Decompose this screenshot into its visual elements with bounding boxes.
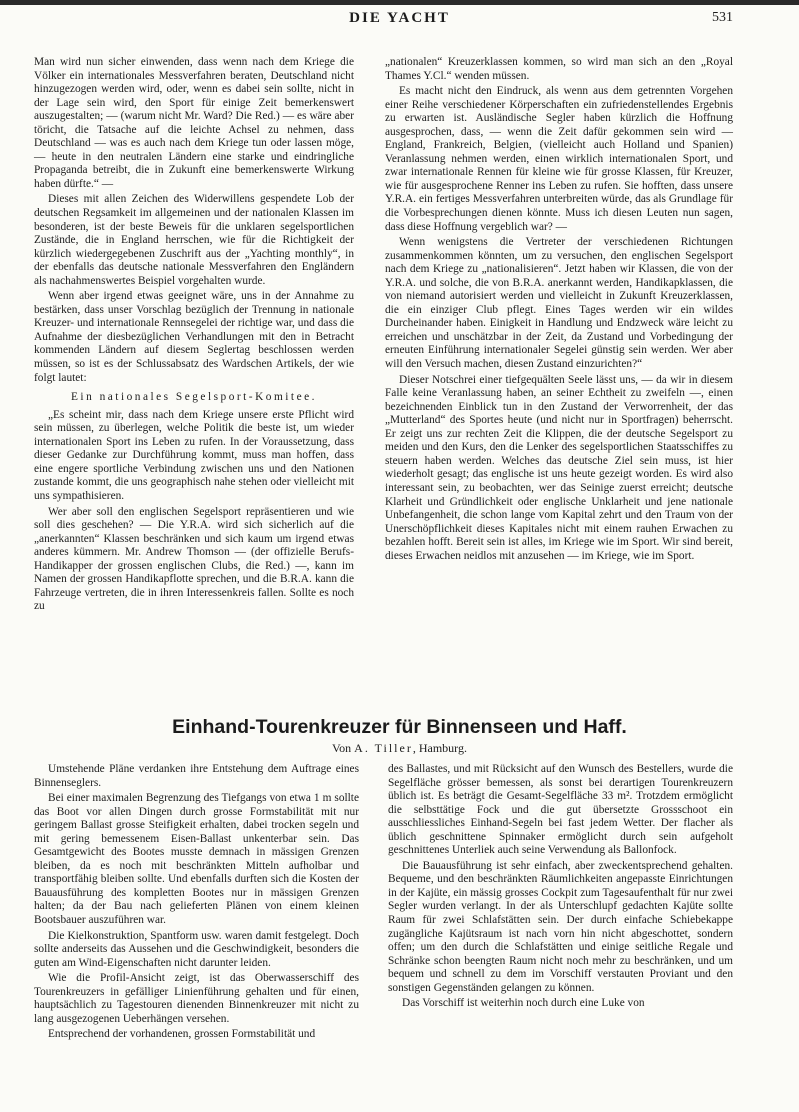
paragraph: Es macht nicht den Eindruck, als wenn aus dem getrennten Vorgehen einer Reihe verschiedener Körperschaften ein zufriedenstellendes Ergebnis zu erwarten ist. Ausländische Segler haben kürzlich die Hoffnung ausgesprochen, dass, — wenn die Zeit dafür gekommen sein wird — England, Frankreich, Belgien, (vielleicht auch Holland und Spanien) Veranlassung nehmen werden, einen wirklich internationalen Sport, und zwar internationale Rennen für kleine wie für grosse Klassen, für Kreuzer, wie für ausgesprochene Renner ins Leben zu rufen. Sie hofften, dass unsere Y.R.A. ein fertiges Messverfahren unterbreiten würde, das als Grundlage für die Vorbesprechungen dienen könnte. Muss ich diesen Leuten nun sagen, dass diese Hoffnung vergeblich war? — xyxy=(385,85,733,233)
article1-right-column xyxy=(385,56,733,565)
top-rule xyxy=(0,0,799,5)
journal-title: DIE YACHT xyxy=(349,10,450,26)
byline-prefix: Von xyxy=(332,741,352,755)
page-number: 531 xyxy=(712,10,733,25)
article2-left-column xyxy=(34,763,359,1044)
paragraph: „Es scheint mir, dass nach dem Kriege unsere erste Pflicht wird sein müssen, zu überlegen, welche Politik die beste ist, um wieder internationalen Sport ins Leben zu rufen. In der Voraussetzung, dass dieser Gedanke zur Durchführung kommt, muss man hoffen, dass eine engere sportliche Verbindung zwischen uns und den Nationen zustande kommt, die uns geographisch nahe stehen oder vielleicht mit uns sympathisieren. xyxy=(34,408,354,502)
paragraph: Wie die Profil-Ansicht zeigt, ist das Oberwasserschiff des Tourenkreuzers in gefälliger Linienführung gehalten und für einen, hauptsächlich zu Tagestouren dienenden Binnenkreuzer mit nicht zu lang ausgezogenen Ueberhängen versehen. xyxy=(34,972,359,1025)
paragraph: „nationalen“ Kreuzerklassen kommen, so wird man sich an den „Royal Thames Y.Cl.“ wenden müssen. xyxy=(385,56,733,82)
article-title: Einhand-Tourenkreuzer für Binnenseen und Haff. xyxy=(172,716,627,738)
article2-right-column xyxy=(388,763,733,1013)
paragraph: Die Kielkonstruktion, Spantform usw. waren damit festgelegt. Doch sollte anderseits das Aussehen und die Geschwindigkeit, besonders die guten am Wind-Eigenschaften nicht darunter leiden. xyxy=(34,929,359,969)
paragraph: Die Bauausführung ist sehr einfach, aber zweckentsprechend gehalten. Bequeme, und den beschränkten Räumlichkeiten angepasste Einrichtungen in der Kajüte, ein mässig grosses Cockpit zum Tagesaufenthalt für nur zwei Segler wurden verlangt. In der als Unterschlupf gedachten Kajüte sollte Raum für zwei Schlafstätten sein. Der durch einfache Schiebekappe zugängliche Kajütsraum ist nach vorn hin nicht abgeschottet, sondern offen; um den durch die Schlafstätten und einige seitliche Regale und Schränke schon beengten Raum nicht noch mehr zu beschränken, und um bequem und schnell zu dem im Vorschiff verstauten Proviant und den sonstigen Gegenständen gelangen zu können. xyxy=(388,859,733,994)
paragraph: Wer aber soll den englischen Segelsport repräsentieren und wie soll dies geschehen? — Die Y.R.A. wird sich sicherlich auf die „anerkannten“ Klassen beschränken und sich kaum um irgend etwas anderes kümmern. Mr. Andrew Thomson — (der offizielle Berufs-Handikapper der grossen englischen Clubs, die Red.) —, kann im Namen der grossen Handikapflotte sprechen, und die B.R.A. kann die Fahrzeuge vertreten, die in ihren Interessenkreis fallen. Sollte es noch zu xyxy=(34,505,354,613)
section-subheading: Ein nationales Segelsport-Komitee. xyxy=(71,391,317,404)
paragraph: Dieser Notschrei einer tiefgequälten Seele lässt uns, — da wir in diesem Falle keine Veranlassung haben, an seiner Echtheit zu zweifeln —, einen bezeichnenden Einblick tun in den Zustand der Verworrenheit, der das „Mutterland“ des Sportes heute (und nicht nur in Sportfragen) beherrscht. Er zeigt uns zur rechten Zeit die Klippen, die der deutsche Segelsport zu meiden und den Kurs, den die Lenker des segelsportlichen Staatsschiffes zu steuern haben werden. Welches das deutsche Ziel sein muss, ist hier wiederholt gesagt; das englische ist uns heute gezeigt worden. Es wird also interessant sein, zu beobachten, wer das Seinige zuerst erreicht; deutsche Klarheit und Gründlichkeit oder englische Unklarheit und jene nationale Unbefangenheit, die schon lange vom Kapital zehrt und den Traum von der Unerschöpflichkeit dieses Kapitales nicht mit einem rauhen Erwachen zu bezahlen hofft. Bereit sein ist alles, im Kriege wie im Sport. Wir sind bereit, dieses Erwachen neidlos mit anzusehen — im Kriege, wie im Sport. xyxy=(385,373,733,562)
page-header xyxy=(0,10,799,34)
paragraph: Bei einer maximalen Begrenzung des Tiefgangs von etwa 1 m sollte das Boot vor allen Dingen durch grosse Formstabilität mit nur geringem Ballast grosse Steifigkeit erhalten, dabei trocken segeln und mit gering bemessenem Eisen-Ballast unkenterbar sein. Das Gesamtgewicht des Bootes musste demnach in mässigen Grenzen bleiben, da es noch mit beschränkten Mitteln aufholbar und transportfähig bleiben sollte. Und ebenfalls durften sich die Kosten der Bauausführung des kompletten Bootes nur in mässigen Grenzen halten; da der Bau nach gelieferten Plänen von einem kleinen Bootsbauer auszuführen war. xyxy=(34,792,359,927)
paragraph: Dieses mit allen Zeichen des Widerwillens gespendete Lob der deutschen Regsamkeit im allgemeinen und der nationalen Klassen im besonderen, ist der beste Beweis für die unklaren segelsportlichen Zustände, die in England herrschen, wie für die Richtigkeit der kürzlich wiedergegebenen Zuschrift aus der „Yachting monthly“, in der ebenfalls das deutsche nationale Messverfahren den Engländern als nachahmenswertes Beispiel vorgehalten wurde. xyxy=(34,193,354,287)
paragraph: Wenn wenigstens die Vertreter der verschiedenen Richtungen zusammenkommen könnten, um zu versuchen, den englischen Segelsport nach dem Kriege zu „nationalisieren“. Jetzt haben wir Klassen, die von der Y.R.A. und solche, die von B.R.A. anerkannt werden, Handikapklassen, die von niemand autorisiert werden und vielleicht in Zukunft Kreuzerklassen, die ein einziger Club pflegt. Eines Tages werden wir ein wildes Durcheinander haben. Einigkeit in Handlung und Endzweck wäre leicht zu erreichen und unschätzbar in der Zeit, da Zustand und Vorbedingung der erneuten Einführung internationaler Segelei günstig sein werden. Wer aber will den Versuch machen, diesen Zustand einzurichten?“ xyxy=(385,236,733,371)
paragraph: Man wird nun sicher einwenden, dass wenn nach dem Kriege die Völker ein internationales Messverfahren beraten, Deutschland nicht hinzugezogen werden wird, oder, wenn es dabei sein sollte, nicht in der Lage sein wird, den Sport für einige Zeit bemerkenswert auszugestalten; — (warum nicht Mr. Ward? Die Red.) — es wäre aber töricht, die Tatsache auf die leichte Achsel zu nehmen, dass Deutschland — was es auch nach dem Kriege tun oder lassen möge, — heute in den neutralen Ländern eine starke und eindringliche Propaganda betreibt, die in Zukunft eine bemerkenswerte Wirkung haben dürfte.“ — xyxy=(34,56,354,190)
paragraph: Wenn aber irgend etwas geeignet wäre, uns in der Annahme zu bestärken, dass unser Vorschlag bezüglich der Trennung in nationale Kreuzer- und internationale Rennsegelei der richtige war, und dass die Aufnahme der diesbezüglichen Verhandlungen mit den in Betracht kommenden Ländern auf diesem Seglertag beschlossen werden müssen, so ist es der Schlussabsatz des Wardschen Artikels, der wie folgt lautet: xyxy=(34,290,354,384)
paragraph: Entsprechend der vorhandenen, grossen Formstabilität und xyxy=(48,1028,316,1041)
article1-left-column xyxy=(34,56,354,616)
paragraph: Umstehende Pläne verdanken ihre Entstehung dem Auftrage eines Binnenseglers. xyxy=(34,763,359,789)
paragraph: Das Vorschiff ist weiterhin noch durch eine Luke von xyxy=(402,997,645,1010)
byline-location: , Hamburg. xyxy=(412,741,467,755)
author-name: A. Tiller xyxy=(354,741,413,755)
paragraph: des Ballastes, und mit Rücksicht auf den Wunsch des Bestellers, wurde die Segelfläche grösser bemessen, als sonst bei derartigen Tourenkreuzern üblich ist. Es beträgt die Gesamt-Segelfläche 33 m². Trotzdem ermöglicht die selbsttätige Fock und die gut übersetzte Grossschoot ein ausschliessliches Einhand-Segeln bei fast jedem Wetter. Der flacher als üblich geschnittene Spinnaker ermöglicht durch sein aufgeholt geschnittenes Unterliek auch seine Verwendung als Ballonfock. xyxy=(388,763,733,857)
byline xyxy=(0,741,799,756)
